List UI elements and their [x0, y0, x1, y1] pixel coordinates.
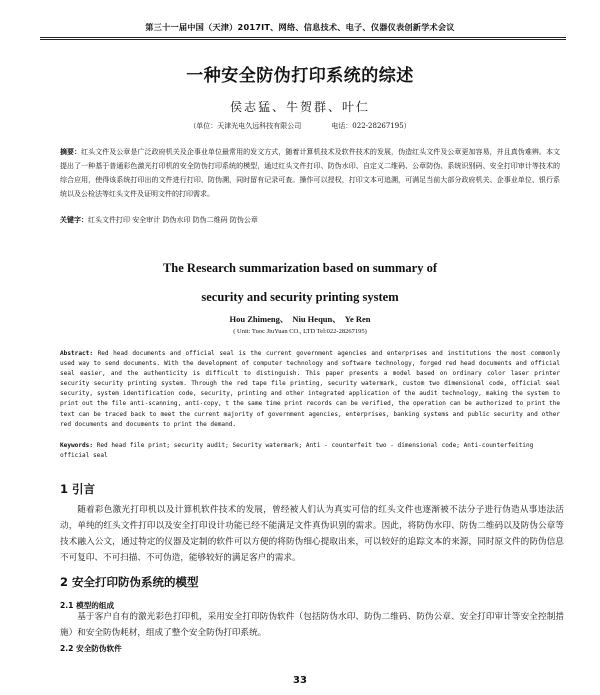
cn-abstract: [60, 145, 560, 201]
cn-paper-title: 一种安全防伪打印系统的综述: [186, 66, 414, 86]
cn-abstract-text: 红头文件及公章是广泛政府机关及企事业单位最常用的发文方式，随着计算机技术及软件技术的发展，伪造红头文件及公章更加容易，并且真伪难辨。本文提出了一种基于普通彩色激光打印机的安全防伪打印系统的模型，通过红头文件打印、防伪水印、自定义二维码、公章防伪、系统识别码、安全打印审计等技术的综合应用，使得该系统打印出的文件进行打印、防伪溯，同时留有记录可查。操作可以授权，打印文本可追溯，可满足当前大部分政府机关、企事业单位、银行系统以及公检法等红头文件及证明文件的打印需求。: [60, 148, 561, 198]
en-author-1: Hou Zhimeng、: [229, 314, 289, 324]
en-author-2: Niu Hequn、: [292, 314, 341, 324]
en-abstract-text: Red head documents and official seal is the current government agencies and enterprises and institutions the most commonly used way to send documents. With the development of computer technology and software technology, forged red head documents and official seal easier, and the authenticity is difficult to distinguish. This paper presents a model based on ordinary color laser printer security security printing system. Through the red tape file printing, security watermark, custom two dimensional code, official seal security, system identification code, security, printing and other integrated application of the audit technology, making the system to print out the file anti-scanning, anti-copy, t the same time print records can be verified, the operation can be authorized to print the text can be traced back to meet the current majority of government agencies, enterprises, banking systems and public security and other red documents and documents to print the demand.: [60, 350, 560, 428]
en-author-3: Ye Ren: [344, 314, 371, 324]
section-1-heading: 1 引言: [60, 482, 96, 496]
cn-affiliation-unit: （单位：天津光电久远科技有限公司: [189, 122, 302, 130]
en-affiliation: ( Unit: Tuoc JiuYuan CO., LTD Tel:022-28267195): [233, 328, 367, 335]
subsection-2-1-heading: 2.1 模型的组成: [60, 601, 115, 610]
en-title-line1: The Research summarization based on summary of: [162, 261, 438, 275]
cn-keywords-label: 关键字：: [60, 216, 88, 224]
subsection-2-2-heading: 2.2 安全防伪软件: [60, 644, 122, 653]
cn-abstract-label: 摘要：: [60, 148, 82, 156]
page-number: 33: [293, 675, 307, 686]
section-2-heading: 2 安全打印防伪系统的模型: [60, 575, 199, 589]
en-abstract-label: Abstract:: [60, 350, 94, 357]
cn-affiliation-phone: 电话：022-28267195）: [331, 122, 411, 130]
en-authors: [0, 313, 600, 325]
cn-affiliation: [0, 121, 600, 131]
en-title-line2: security and security printing system: [201, 290, 399, 304]
header-rule-bottom: [40, 39, 566, 40]
cn-keywords: [60, 214, 560, 226]
en-keywords-text: Red head file print; security audit; Security watermark; Anti - counterfeit two - dimensional code; Anti-counterfeiting official seal: [60, 442, 534, 460]
en-keywords: [60, 441, 560, 461]
subsection-2-1-paragraph: 基于客户自有的激光彩色打印机，采用安全打印防伪软件（包括防伪水印、防伪二维码、防伪公章、安全打印审计等安全控制措施）和安全防伪耗材，组成了整个安全防伪打印系统。: [60, 612, 564, 638]
header-rule-top: [40, 37, 566, 38]
en-abstract: [60, 349, 560, 430]
cn-keywords-text: 红头文件打印 安全审计 防伪水印 防伪二维码 防伪公章: [88, 216, 258, 224]
cn-authors: 侯志猛、牛贺群、叶仁: [229, 100, 370, 114]
en-keywords-label: Keywords:: [60, 442, 94, 449]
running-header: 第三十一届中国（天津）2017IT、网络、信息技术、电子、仪器仪表创新学术会议: [145, 22, 455, 32]
section-1-paragraph: 随着彩色激光打印机以及计算机软件技术的发展，曾经被人们认为真实可信的红头文件也逐渐被不法分子进行伪造从事违法活动，单纯的红头文件打印以及安全打印设计功能已经不能满足文件真伪识别的需求。因此，将防伪水印、防伪二维码以及防伪公章等技术融入公文，通过特定的仪器及定制的软件可以方便的将防伪细心提取出来，可以较好的追踪文本的来源，同时原文件的防伪信息不可复印、不可扫描、不可伪造，能够较好的满足客户的需求。: [60, 505, 564, 563]
